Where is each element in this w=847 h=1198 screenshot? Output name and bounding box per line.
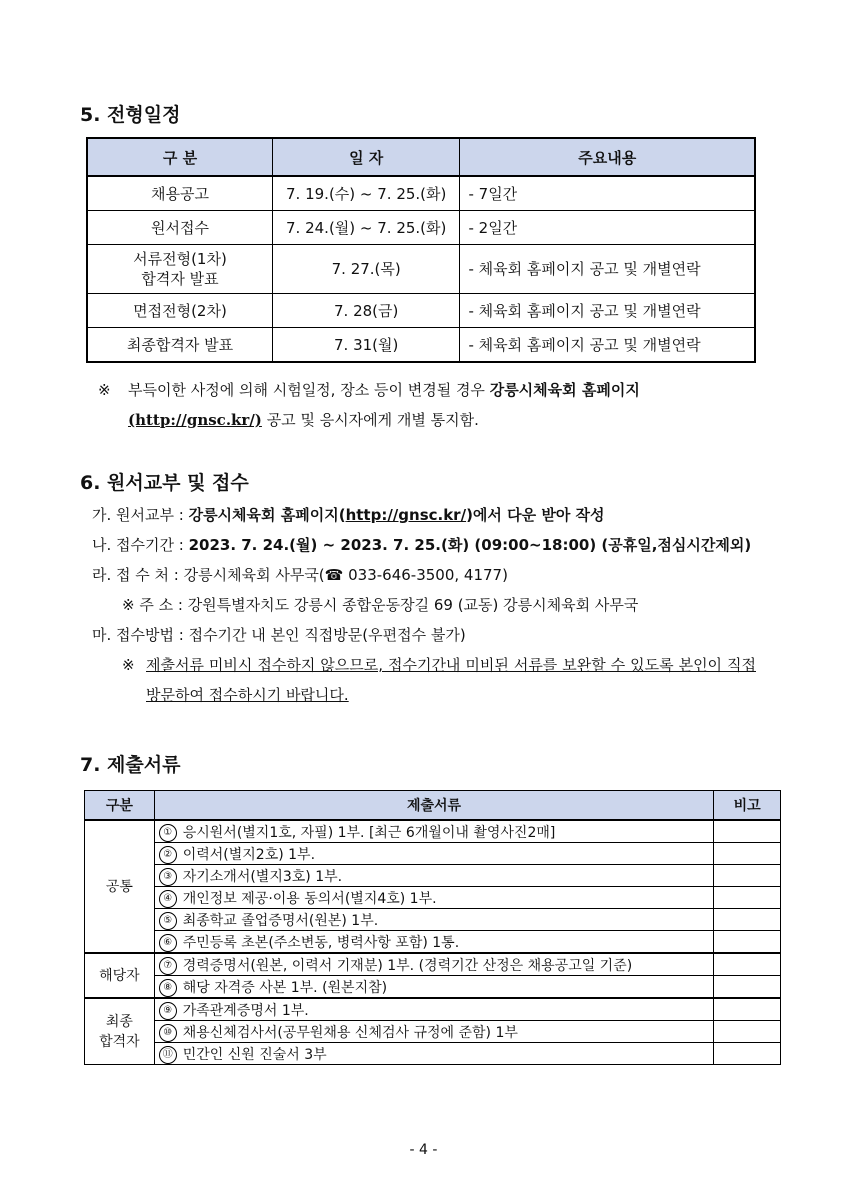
item-number: ① <box>159 824 177 842</box>
document-item <box>154 976 714 999</box>
form-label: 가. 원서교부 : <box>92 506 189 524</box>
item-text: 최종학교 졸업증명서(원본) 1부. <box>182 912 379 929</box>
method-value: 접수기간 내 본인 직접방문(우편접수 불가) <box>188 626 466 644</box>
document-item <box>154 1021 714 1043</box>
table-row <box>87 176 755 211</box>
schedule-table <box>86 137 756 363</box>
document-item <box>154 820 714 843</box>
item-text: 주민등록 초본(주소변동, 병력사항 포함) 1통. <box>182 934 460 951</box>
schedule-change-note <box>98 375 788 435</box>
header-date: 일 자 <box>272 138 460 176</box>
item-number: ② <box>159 846 177 864</box>
schedule-item: 면접전형(2차) <box>87 294 272 328</box>
table-row <box>85 1043 781 1065</box>
table-row <box>87 245 755 294</box>
application-form-line <box>92 500 782 530</box>
section-5-title: 5. 전형일정 <box>80 104 181 126</box>
header-category: 구분 <box>85 791 155 821</box>
schedule-date: 7. 31(월) <box>272 328 460 363</box>
address-line <box>92 590 782 620</box>
homepage-link[interactable]: (http://gnsc.kr/) <box>128 411 262 429</box>
schedule-content: - 체육회 홈페이지 공고 및 개별연락 <box>460 328 755 363</box>
document-item <box>154 909 714 931</box>
form-value-2: )에서 다운 받아 작성 <box>466 506 605 524</box>
item-number: ③ <box>159 868 177 886</box>
header-remarks: 비고 <box>714 791 781 821</box>
table-row <box>85 931 781 954</box>
office-label: 라. 접 수 처 : <box>92 566 184 584</box>
header-category: 구 분 <box>87 138 272 176</box>
group-final-line1: 최종 <box>105 1013 133 1030</box>
table-row <box>85 998 781 1021</box>
schedule-date: 7. 27.(목) <box>272 245 460 294</box>
schedule-item-line1: 서류전형(1차) <box>133 250 227 268</box>
reference-mark: ※ <box>98 381 111 399</box>
table-row <box>87 294 755 328</box>
schedule-date: 7. 28(금) <box>272 294 460 328</box>
document-item <box>154 1043 714 1065</box>
application-period-line <box>92 530 782 560</box>
group-final <box>85 998 155 1065</box>
header-content: 주요내용 <box>460 138 755 176</box>
group-applicable: 해당자 <box>85 953 155 998</box>
item-number: ⑩ <box>159 1024 177 1042</box>
table-row <box>85 953 781 976</box>
method-label: 마. 접수방법 : <box>92 626 189 644</box>
schedule-content: - 체육회 홈페이지 공고 및 개별연락 <box>460 294 755 328</box>
schedule-content: - 2일간 <box>460 211 755 245</box>
remarks-cell <box>714 909 781 931</box>
remarks-cell <box>714 843 781 865</box>
remarks-cell <box>714 1021 781 1043</box>
item-number: ④ <box>159 890 177 908</box>
schedule-content: - 체육회 홈페이지 공고 및 개별연락 <box>460 245 755 294</box>
schedule-header-row <box>87 138 755 176</box>
item-number: ⑥ <box>159 934 177 952</box>
table-row <box>85 865 781 887</box>
header-documents: 제출서류 <box>154 791 714 821</box>
remarks-cell <box>714 1043 781 1065</box>
schedule-item <box>87 245 272 294</box>
office-value: 강릉시체육회 사무국(☎ 033-646-3500, 4177) <box>183 566 508 584</box>
document-item <box>154 865 714 887</box>
note-text-2: 공고 및 응시자에게 개별 통지함. <box>261 411 479 429</box>
schedule-item: 채용공고 <box>87 176 272 211</box>
item-text: 해당 자격증 사본 1부. (원본지참) <box>182 979 388 996</box>
item-text: 이력서(별지2호) 1부. <box>182 846 316 863</box>
application-info <box>92 500 782 710</box>
item-number: ⑤ <box>159 912 177 930</box>
remarks-cell <box>714 998 781 1021</box>
item-text: 가족관계증명서 1부. <box>182 1002 309 1019</box>
item-text: 경력증명서(원본, 이력서 기재분) 1부. (경력기간 산정은 채용공고일 기준) <box>182 957 633 974</box>
documents-table <box>84 790 781 1065</box>
period-value: 2023. 7. 24.(월) ~ 2023. 7. 25.(화) (09:00~18:00) (공휴일,점심시간제외) <box>188 536 752 554</box>
documents-header-row <box>85 791 781 821</box>
group-final-line2: 합격자 <box>99 1033 140 1050</box>
note-bold-homepage: 강릉시체육회 홈페이지 <box>489 381 640 399</box>
item-number: ⑪ <box>159 1046 177 1064</box>
table-row <box>87 211 755 245</box>
schedule-item: 원서접수 <box>87 211 272 245</box>
table-row <box>87 328 755 363</box>
document-item <box>154 887 714 909</box>
application-office-line <box>92 560 782 590</box>
schedule-date: 7. 19.(수) ~ 7. 25.(화) <box>272 176 460 211</box>
table-row <box>85 820 781 843</box>
table-row <box>85 1021 781 1043</box>
homepage-link[interactable]: http://gnsc.kr/ <box>345 506 467 524</box>
remarks-cell <box>714 953 781 976</box>
item-text: 채용신체검사서(공무원채용 신체검사 규정에 준함) 1부 <box>182 1024 518 1041</box>
table-row <box>85 909 781 931</box>
remarks-cell <box>714 931 781 954</box>
table-row <box>85 843 781 865</box>
section-7-title: 7. 제출서류 <box>80 754 181 776</box>
item-number: ⑧ <box>159 979 177 997</box>
remarks-cell <box>714 865 781 887</box>
table-row <box>85 887 781 909</box>
schedule-date: 7. 24.(월) ~ 7. 25.(화) <box>272 211 460 245</box>
document-item <box>154 843 714 865</box>
remarks-cell <box>714 976 781 999</box>
application-method-line <box>92 620 782 650</box>
address-value: 강원특별자치도 강릉시 종합운동장길 69 (교동) 강릉시체육회 사무국 <box>187 596 639 614</box>
form-value-1: 강릉시체육회 홈페이지( <box>188 506 346 524</box>
remarks-cell <box>714 887 781 909</box>
address-label: ※ 주 소 : <box>122 596 188 614</box>
reference-mark: ※ <box>122 656 135 674</box>
remarks-cell <box>714 820 781 843</box>
table-row <box>85 976 781 999</box>
note-text-1: 부득이한 사정에 의해 시험일정, 장소 등이 변경될 경우 <box>128 381 490 399</box>
item-text: 민간인 신원 진술서 3부 <box>182 1046 327 1063</box>
item-text: 개인정보 제공·이용 동의서(별지4호) 1부. <box>182 890 437 907</box>
item-text: 응시원서(별지1호, 자필) 1부. [최근 6개월이내 촬영사진2매] <box>182 824 556 841</box>
section-6-title: 6. 원서교부 및 접수 <box>80 472 249 494</box>
notice-text: 제출서류 미비시 접수하지 않으므로, 접수기간내 미비된 서류를 보완할 수 있도록 본인이 직접 방문하여 접수하시기 바랍니다. <box>146 656 756 704</box>
schedule-content: - 7일간 <box>460 176 755 211</box>
document-item <box>154 931 714 954</box>
document-item <box>154 998 714 1021</box>
document-notice <box>92 650 782 710</box>
page-number: - 4 - <box>409 1142 438 1158</box>
schedule-item: 최종합격자 발표 <box>87 328 272 363</box>
schedule-item-line2: 합격자 발표 <box>141 270 219 288</box>
item-number: ⑨ <box>159 1002 177 1020</box>
item-number: ⑦ <box>159 957 177 975</box>
group-common: 공통 <box>85 820 155 953</box>
period-label: 나. 접수기간 : <box>92 536 189 554</box>
item-text: 자기소개서(별지3호) 1부. <box>182 868 343 885</box>
document-item <box>154 953 714 976</box>
